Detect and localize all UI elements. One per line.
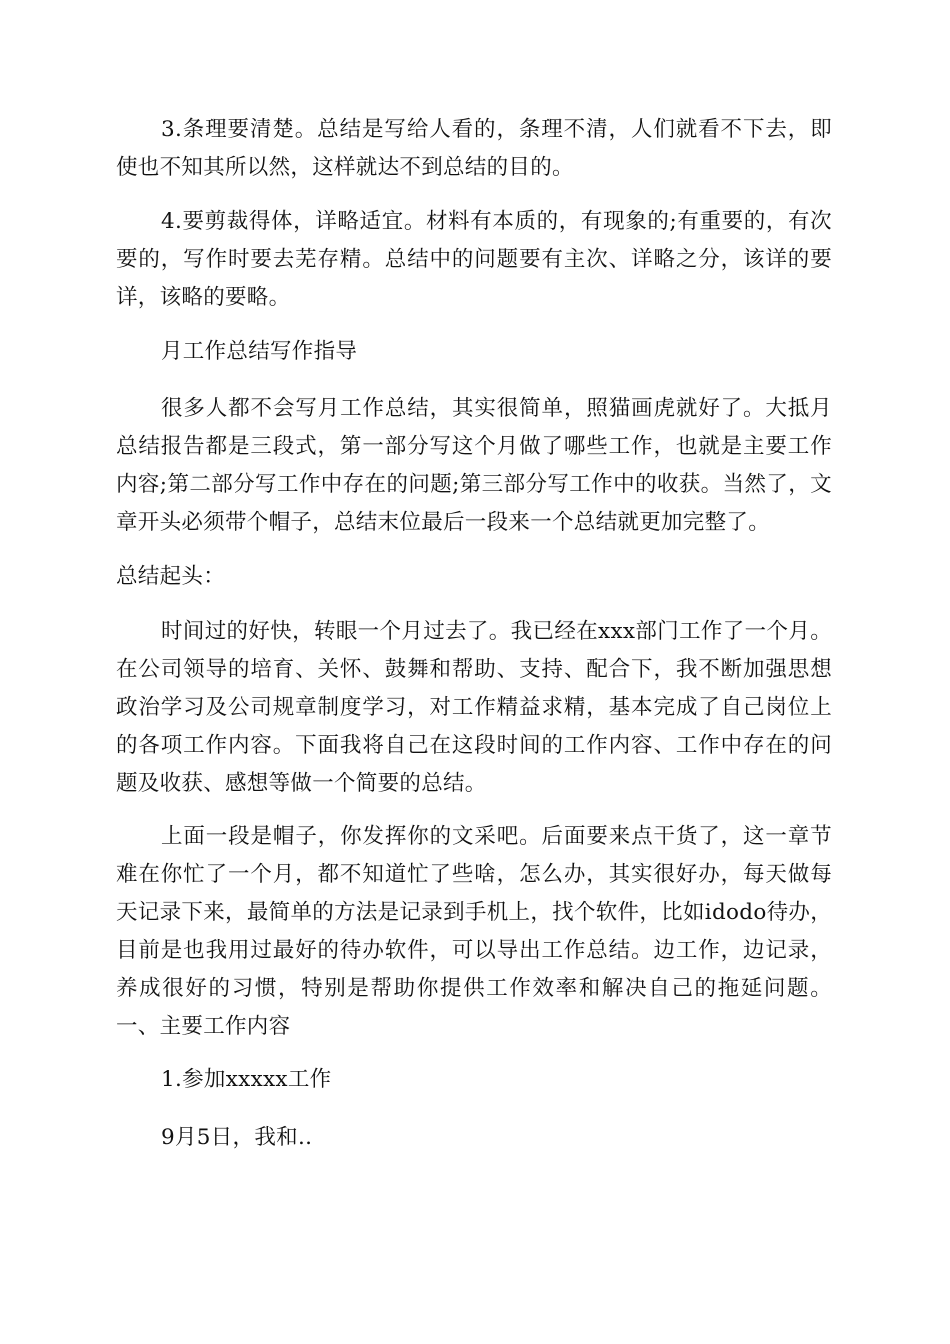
section-heading-opening: 总结起头： (116, 564, 226, 589)
paragraph-point-3: 3.条理要清楚。总结是写给人看的，条理不清，人们就看不下去，即使也不知其所以然，这样就达不到总结的目的。 (116, 117, 832, 180)
paragraph-date-entry: 9月5日，我和.. (161, 1125, 313, 1150)
paragraph-intro: 很多人都不会写月工作总结，其实很简单，照猫画虎就好了。大抵月总结报告都是三段式，第一部分写这个月做了哪些工作，也就是主要工作内容;第二部分写工作中存在的问题;第三部分写工作中的收获。当然了，文章开头必须带个帽子，总结末位最后一段来一个总结就更加完整了。 (116, 396, 832, 535)
list-item-1: 1.参加xxxxx工作 (161, 1067, 332, 1092)
section-heading-guide: 月工作总结写作指导 (161, 339, 358, 364)
paragraph-body-advice: 上面一段是帽子，你发挥你的文采吧。后面要来点干货了，这一章节难在你忙了一个月，都不知道忙了些啥，怎么办，其实很好办，每天做每天记录下来，最简单的方法是记录到手机上，找个软件，比如idodo待办，目前是也我用过最好的待办软件，可以导出工作总结。边工作，边记录，养成很好的习惯，特别是帮助你提供工作效率和解决自己的拖延问题。一、主要工作内容 (116, 824, 832, 1039)
paragraph-opening-sample: 时间过的好快，转眼一个月过去了。我已经在xxx部门工作了一个月。在公司领导的培育、关怀、鼓舞和帮助、支持、配合下，我不断加强思想政治学习及公司规章制度学习，对工作精益求精，基本完成了自己岗位上的各项工作内容。下面我将自己在这段时间的工作内容、工作中存在的问题及收获、感想等做一个简要的总结。 (116, 619, 832, 796)
paragraph-point-4: 4.要剪裁得体，详略适宜。材料有本质的，有现象的;有重要的，有次要的，写作时要去芜存精。总结中的问题要有主次、详略之分，该详的要详，该略的要略。 (116, 209, 832, 310)
